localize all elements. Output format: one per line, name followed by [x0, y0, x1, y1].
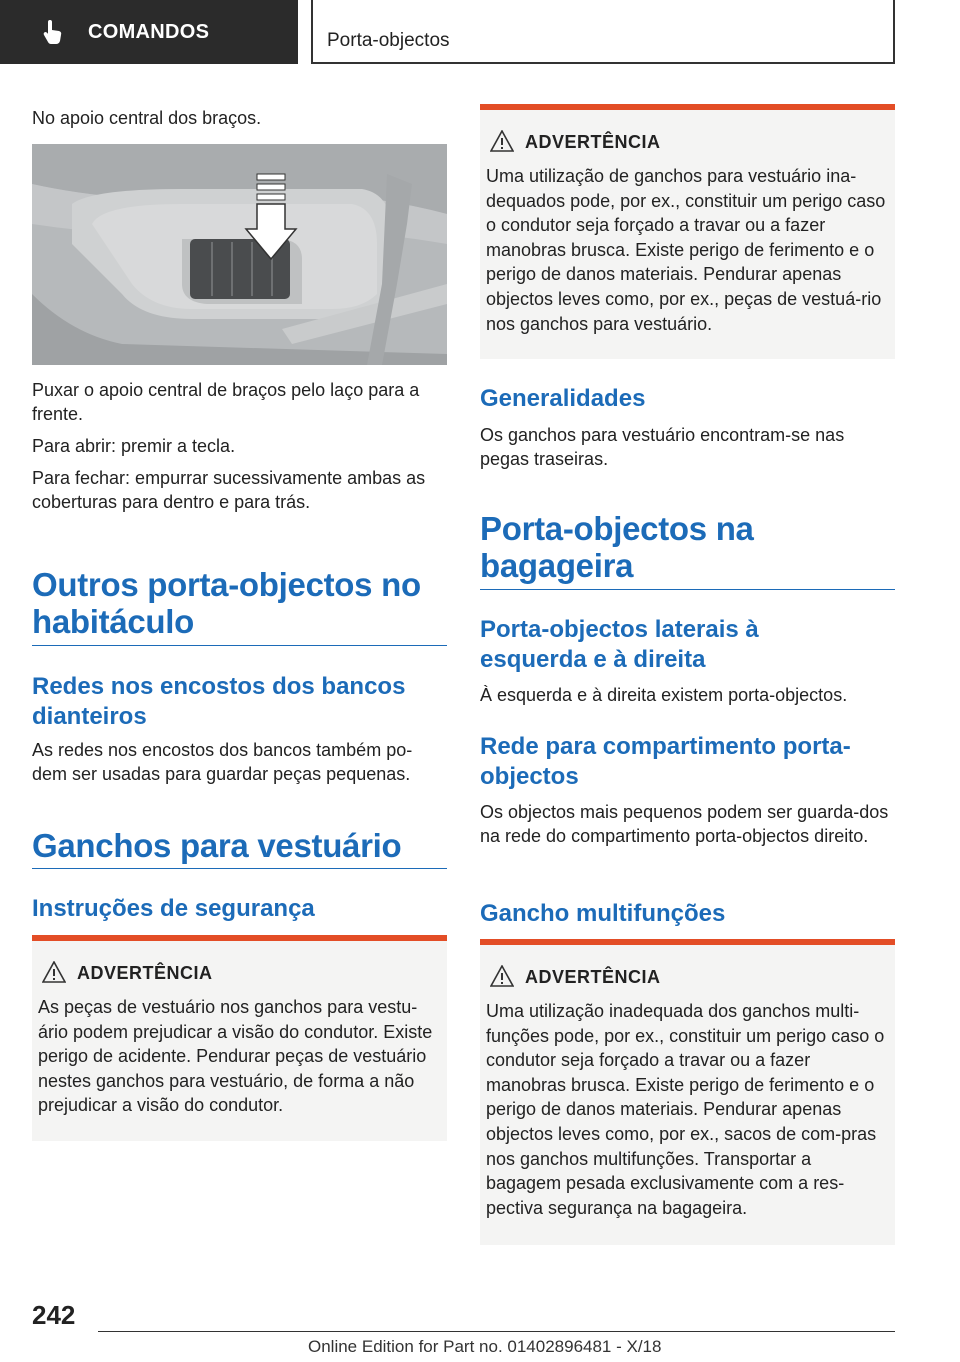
- section-label: COMANDOS: [88, 20, 210, 43]
- warning-icon: [490, 965, 514, 987]
- laterais-text: À esquerda e à direita existem porta-objectos.: [480, 685, 848, 705]
- heading-line: dianteiros: [32, 703, 147, 730]
- warning-box: [32, 935, 447, 1141]
- warning-icon: [42, 961, 66, 983]
- heading-ganchos: Ganchos para vestuário: [32, 827, 402, 864]
- warning-icon: [490, 130, 514, 152]
- heading-laterais: [480, 615, 895, 675]
- paragraph: Para abrir: premir a tecla.: [32, 436, 236, 456]
- generalidades-text: Os ganchos para vestuário encontram-se nas pegas traseiras.: [480, 425, 845, 469]
- hand-pointer-icon: [42, 20, 64, 44]
- heading-line: objectos: [480, 763, 579, 790]
- section-tab: [0, 0, 298, 64]
- heading-line: Porta-objectos laterais à: [480, 616, 759, 643]
- warning-title: ADVERTÊNCIA: [77, 963, 213, 983]
- footer-rule: [98, 1331, 895, 1332]
- page-header: [311, 0, 895, 64]
- warning-box: [480, 939, 895, 1245]
- heading-line: Outros porta-objectos no: [32, 566, 421, 603]
- heading-outros: [32, 566, 447, 640]
- heading-generalidades: Generalidades: [480, 385, 646, 412]
- heading-line: Porta-objectos na: [480, 510, 754, 547]
- footer-edition: Online Edition for Part no. 01402896481 - X/18: [308, 1337, 662, 1356]
- paragraph: Puxar o apoio central de braços pelo laço para a frente.: [32, 380, 420, 424]
- heading-line: esquerda e à direita: [480, 646, 706, 673]
- heading-bagageira: [480, 510, 895, 584]
- page-title: Porta-objectos: [327, 30, 450, 51]
- armrest-photo: [32, 144, 447, 365]
- rede-text: Os objectos mais pequenos podem ser guarda-dos na rede do compartimento porta-objectos direito.: [480, 802, 889, 846]
- heading-redes: [32, 672, 447, 732]
- heading-instrucoes: Instruções de segurança: [32, 895, 315, 922]
- heading-line: habitáculo: [32, 603, 195, 640]
- warning-title: ADVERTÊNCIA: [525, 132, 661, 152]
- heading-rule: [32, 868, 447, 869]
- heading-line: bagageira: [480, 547, 634, 584]
- warning-box: [480, 104, 895, 359]
- armrest-illustration: [32, 144, 447, 365]
- warning-text: Uma utilização de ganchos para vestuário ina-dequados pode, por ex., constituir um perigo caso o condutor seja forçado a travar ou a fazer manobras brusca. Existe perigo de ferimento e o perigo de danos materiais. Pendurar apenas objectos leves como, por ex., peças de vestuá-rio nos ganchos para vestuário.: [486, 166, 886, 334]
- heading-rede: [480, 732, 895, 792]
- heading-gancho: Gancho multifunções: [480, 900, 726, 927]
- heading-line: Rede para compartimento porta-: [480, 733, 851, 760]
- warning-text: Uma utilização inadequada dos ganchos multi-funções pode, por ex., constituir um perigo caso o condutor seja forçado a travar ou a fazer manobras brusca. Existe perigo de ferimento e o perigo de danos materiais. Pendurar apenas objectos leves como, por ex., sacos de com-pras nos ganchos multifunções. Transportar a bagagem pesada exclusivamente com a res-pectiva segurança na bagageira.: [486, 1001, 885, 1218]
- heading-line: Redes nos encostos dos bancos: [32, 673, 406, 700]
- warning-title: ADVERTÊNCIA: [525, 967, 661, 987]
- warning-text: As peças de vestuário nos ganchos para vestu-ário podem prejudicar a visão do condutor. Existe perigo de acidente. Pendurar peças de vestuário nestes ganchos para vestuário, de forma a não prejudicar a visão do condutor.: [38, 997, 433, 1116]
- redes-text: As redes nos encostos dos bancos também po-dem ser usadas para guardar peças pequenas.: [32, 740, 413, 784]
- page-number: 242: [32, 1300, 76, 1330]
- heading-rule: [480, 589, 895, 590]
- intro-text: No apoio central dos braços.: [32, 108, 262, 128]
- heading-rule: [32, 645, 447, 646]
- paragraph: Para fechar: empurrar sucessivamente ambas as coberturas para dentro e para trás.: [32, 468, 426, 512]
